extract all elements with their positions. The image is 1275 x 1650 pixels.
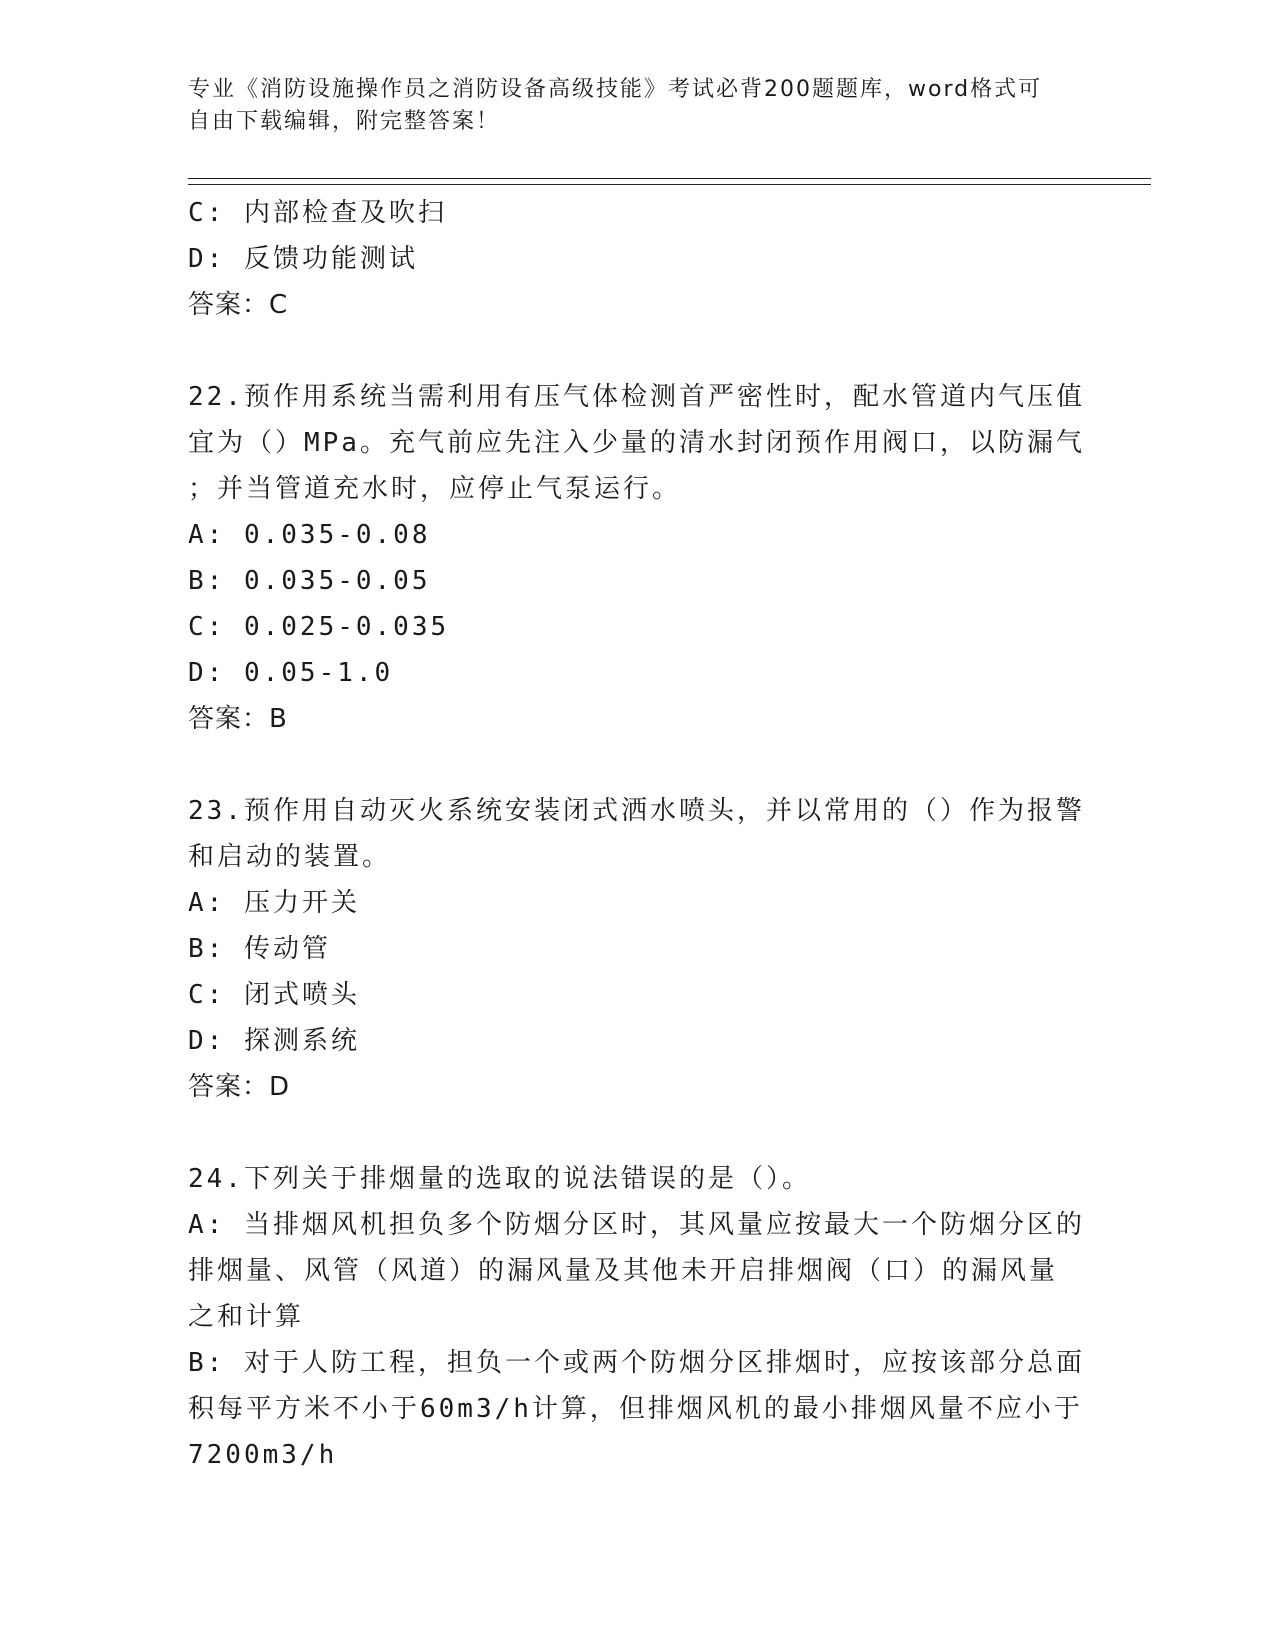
q23-option-c: C: 闭式喷头: [188, 980, 360, 1010]
header-line-1: 专业《消防设施操作员之消防设备高级技能》考试必背200题题库，word格式可: [188, 77, 1043, 102]
q22-stem-line-1: 22.预作用系统当需利用有压气体检测首严密性时，配水管道内气压值: [188, 382, 1085, 412]
prev-option-c: C: 内部检查及吹扫: [188, 198, 447, 228]
q22-stem-line-3: ；并当管道充水时，应停止气泵运行。: [188, 474, 682, 504]
q24-option-a-line-1: A: 当排烟风机担负多个防烟分区时，其风量应按最大一个防烟分区的: [188, 1210, 1085, 1240]
question-22: [188, 374, 1088, 742]
q24-option-b-line-2: 积每平方米不小于60m3/h计算，但排烟风机的最小排烟风量不应小于: [188, 1394, 1083, 1424]
q23-stem-line-2: 和启动的装置。: [188, 842, 392, 872]
q24-option-a-line-2: 排烟量、风管（风道）的漏风量及其他未开启排烟阀（口）的漏风量: [188, 1256, 1059, 1286]
q22-option-b: B: 0.035-0.05: [188, 566, 431, 596]
q23-answer: 答案：D: [188, 1072, 291, 1102]
question-24: [188, 1156, 1088, 1478]
q22-option-d: D: 0.05-1.0: [188, 658, 394, 688]
q22-answer: 答案：B: [188, 704, 288, 734]
q22-option-a: A: 0.035-0.08: [188, 520, 431, 550]
q24-option-b-line-1: B: 对于人防工程，担负一个或两个防烟分区排烟时，应按该部分总面: [188, 1348, 1085, 1378]
q24-option-a-line-3: 之和计算: [188, 1302, 305, 1332]
header-divider: [188, 178, 1151, 185]
q23-option-a: A: 压力开关: [188, 888, 360, 918]
spacer: [188, 1110, 1088, 1156]
spacer: [188, 742, 1088, 788]
prev-option-d: D: 反馈功能测试: [188, 244, 418, 274]
q23-option-b: B: 传动管: [188, 934, 331, 964]
q22-stem-line-2: 宜为（）MPa。充气前应先注入少量的清水封闭预作用阀口，以防漏气: [188, 428, 1085, 458]
question-23: [188, 788, 1088, 1110]
q23-option-d: D: 探测系统: [188, 1026, 360, 1056]
document-header: [188, 74, 1088, 138]
q24-stem: 24.下列关于排烟量的选取的说法错误的是（）。: [188, 1164, 811, 1194]
header-line-2: 自由下载编辑，附完整答案！: [188, 109, 501, 134]
spacer: [188, 328, 1088, 374]
q23-stem-line-1: 23.预作用自动灭火系统安装闭式洒水喷头，并以常用的（）作为报警: [188, 796, 1085, 826]
question-content: [188, 190, 1088, 1478]
q24-option-b-line-3: 7200m3/h: [188, 1440, 338, 1470]
prev-answer: 答案：C: [188, 290, 289, 320]
q22-option-c: C: 0.025-0.035: [188, 612, 450, 642]
